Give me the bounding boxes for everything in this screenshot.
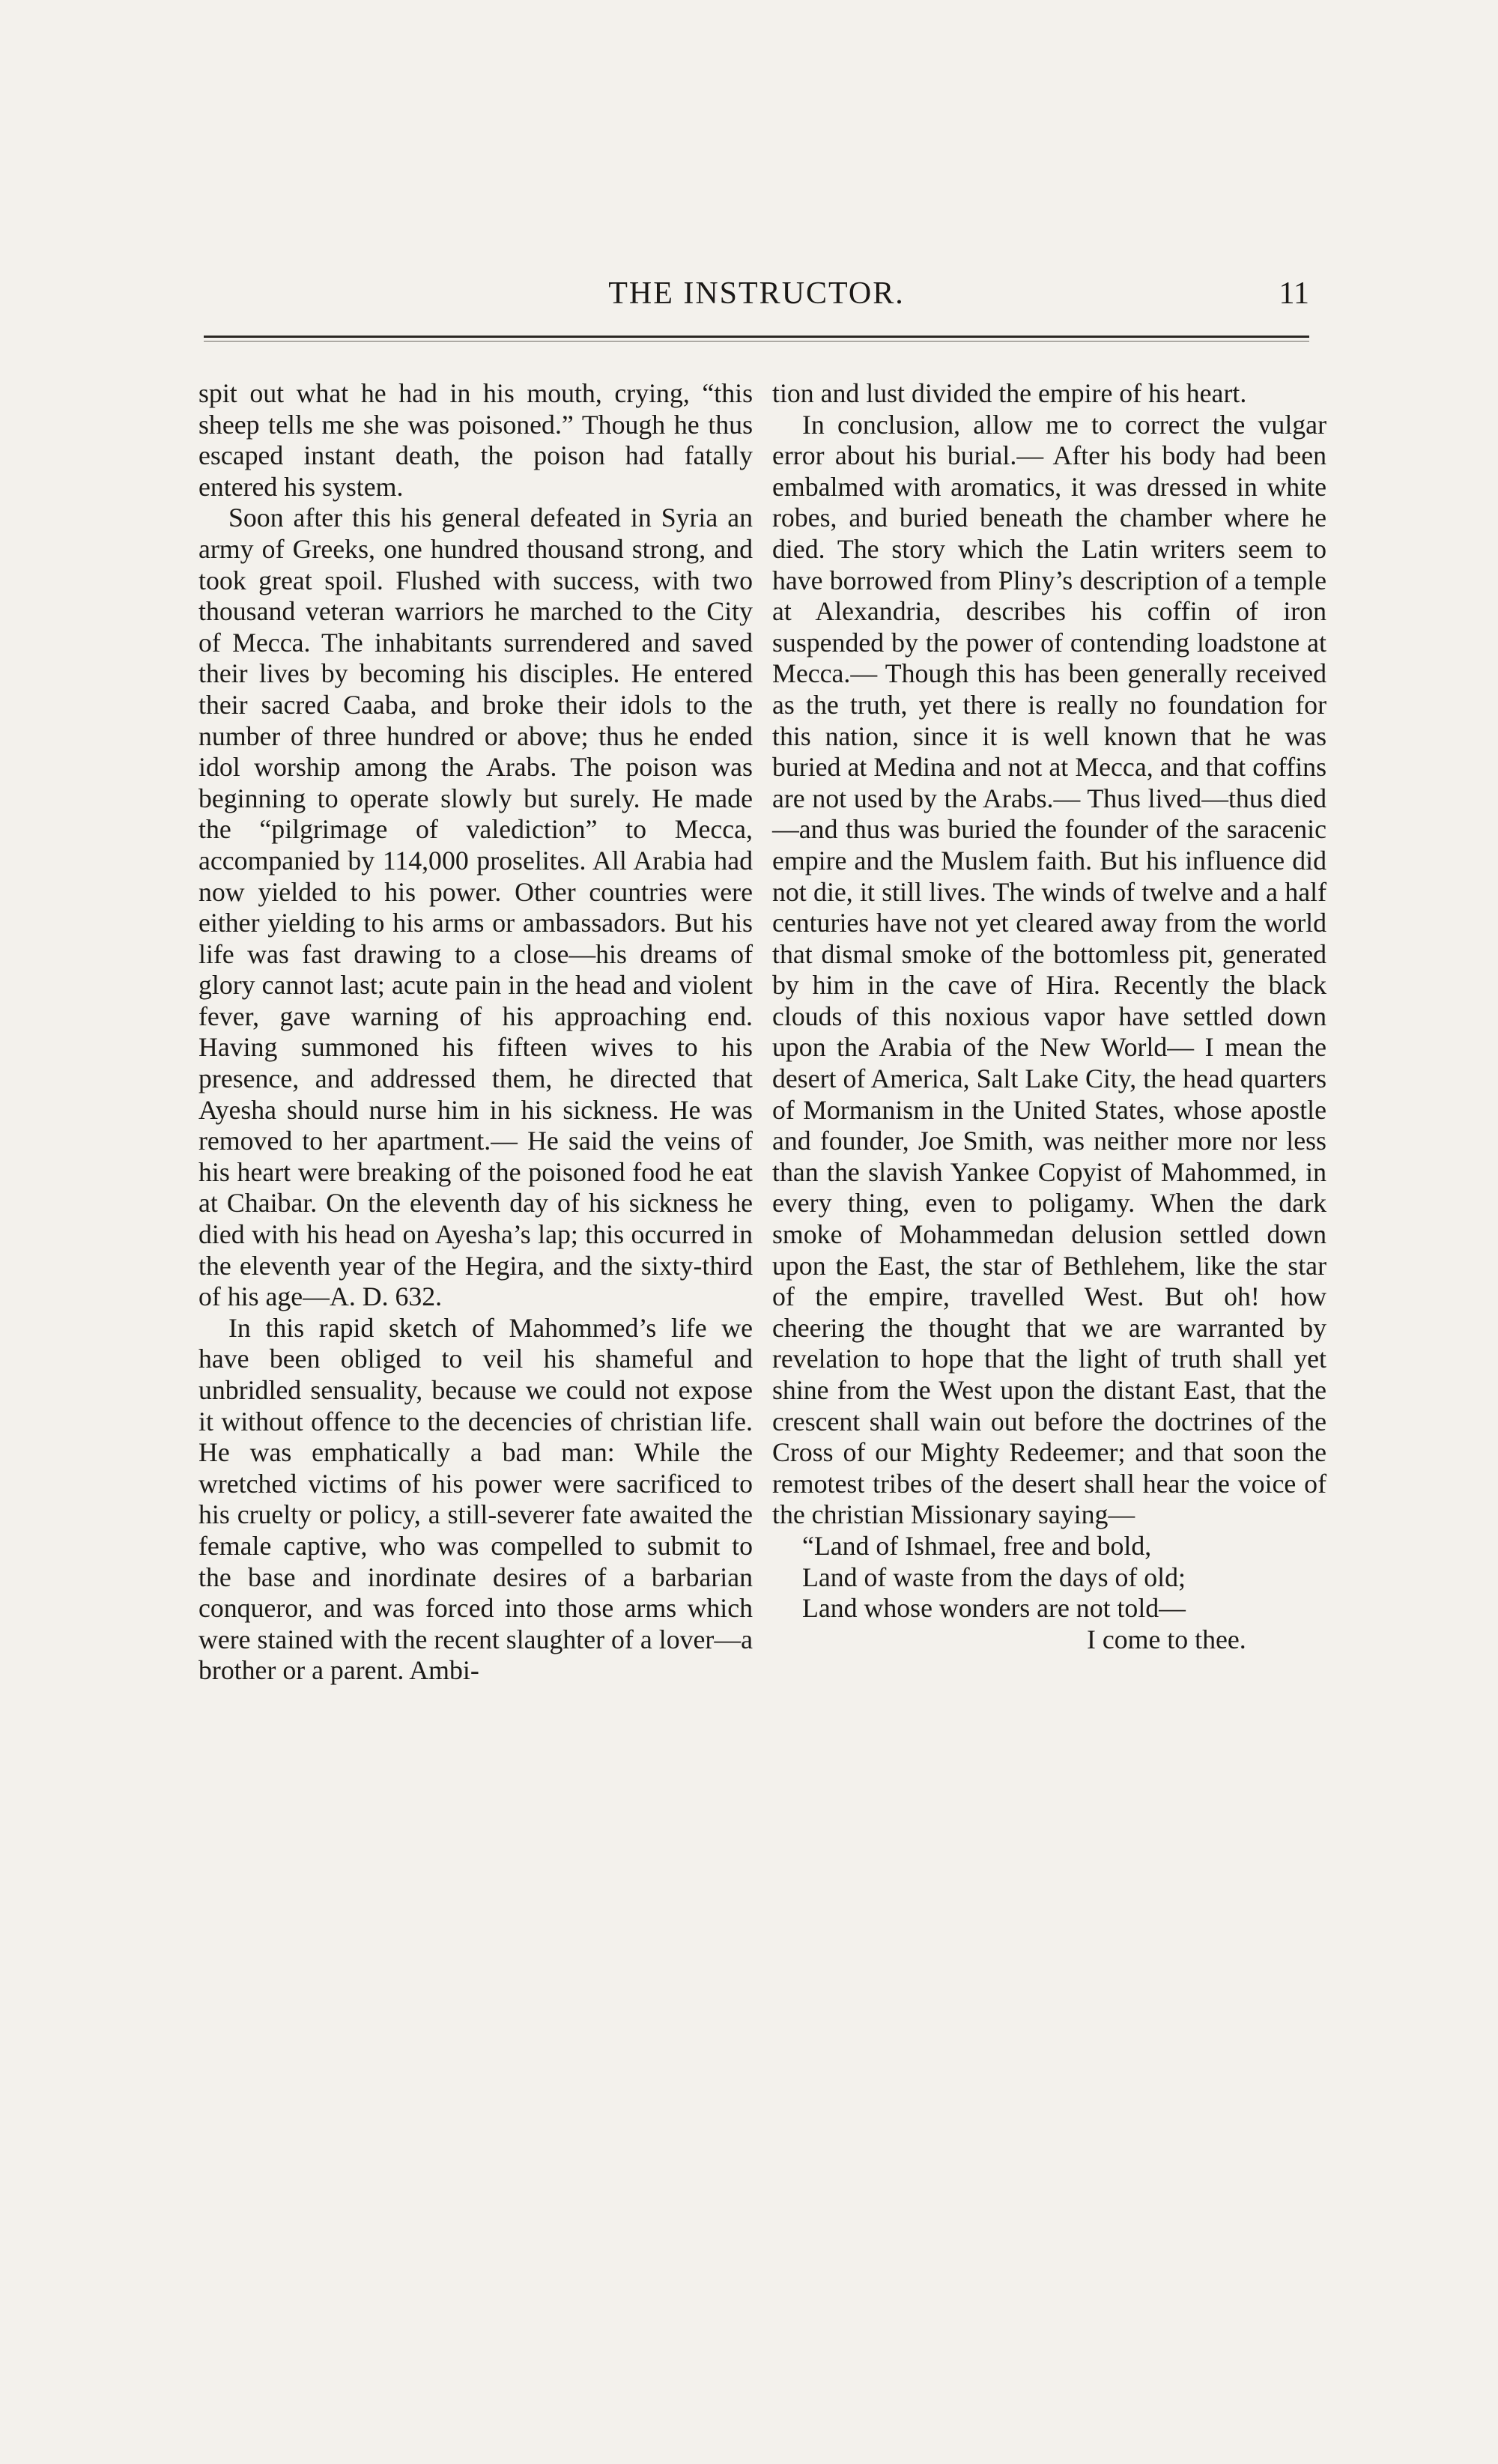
left-column <box>198 378 753 1687</box>
header-rule <box>204 336 1309 338</box>
verse-quote <box>772 1531 1326 1655</box>
running-title: THE INSTRUCTOR. <box>608 276 905 311</box>
page-number: 11 <box>1279 276 1309 311</box>
running-head <box>204 271 1309 316</box>
verse-line: Land of waste from the days of old; <box>802 1562 1186 1592</box>
paragraph: In this rapid sketch of Mahommed’s life we have been obliged to veil his shameful and unbridled sensuality, because we could not expose it without offence to the decencies of christian life. He was emphatically a bad man: While the wretched victims of his power were sacrificed to his cruelty or policy, a still-severer fate awaited the female captive, who was compelled to submit to the base and inordinate desires of a barbarian conqueror, and was forced into those arms which were stained with the recent slaughter of a lover—a brother or a parent. Ambi- <box>198 1312 753 1686</box>
paragraph: In conclusion, allow me to correct the vulgar error about his burial.— After his body had been embalmed with aromatics, it was dressed in white robes, and buried beneath the chamber where he died. The story which the Latin writers seem to have borrowed from Pliny’s description of a temple at Alexandria, describes his coffin of iron suspended by the power of contending loadstone at Mecca.— Though this has been generally received as the truth, yet there is really no foundation for this nation, since it is well known that he was buried at Medina and not at Mecca, and that coffins are not used by the Arabs.— Thus lived—thus died—and thus was buried the founder of the saracenic empire and the Muslem faith. But his influence did not die, it still lives. The winds of twelve and a half centuries have not yet cleared away from the world that dismal smoke of the bottomless pit, generated by him in the cave of Hira. Recently the black clouds of this noxious vapor have settled down upon the Arabia of the New World— I mean the desert of America, Salt Lake City, the head quarters of Mormanism in the United States, whose apostle and founder, Joe Smith, was neither more nor less than the slavish Yankee Copyist of Mahommed, in every thing, even to poligamy. When the dark smoke of Mohammedan delusion settled down upon the East, the star of Bethlehem, like the star of the empire, travelled West. But oh! how cheering the thought that we are warranted by revelation to hope that the light of truth shall yet shine from the West upon the distant East, that the crescent shall wain out before the doctrines of the Cross of our Mighty Redeemer; and that soon the remotest tribes of the desert shall hear the voice of the christian Missionary saying— <box>772 409 1326 1530</box>
paragraph: tion and lust divided the empire of his heart. <box>772 378 1247 408</box>
paragraph: spit out what he had in his mouth, crying, “this sheep tells me she was poisoned.” Though he thus escaped instant death, the poison had fatally entered his system. <box>198 378 753 502</box>
verse-line: “Land of Ishmael, free and bold, <box>802 1530 1152 1561</box>
paragraph: Soon after this his general defeated in Syria an army of Greeks, one hundred thousand strong, and took great spoil. Flushed with success, with two thousand veteran warriors he marched to the City of Mecca. The inhabitants surrendered and saved their lives by becoming his disciples. He entered their sacred Caaba, and broke their idols to the number of three hundred or above; thus he ended idol worship among the Arabs. The poison was beginning to operate slowly but surely. He made the “pilgrimage of valediction” to Mecca, accompanied by 114,000 proselites. All Arabia had now yielded to his power. Other countries were either yielding to his arms or ambassadors. But his life was fast drawing to a close—his dreams of glory cannot last; acute pain in the head and violent fever, gave warning of his approaching end. Having summoned his fifteen wives to his presence, and addressed them, he directed that Ayesha should nurse him in his sickness. He was removed to her apartment.— He said the veins of his heart were breaking of the poisoned food he eat at Chaibar. On the eleventh day of his sickness he died with his head on Ayesha’s lap; this occurred in the eleventh year of the Hegira, and the sixty-third of his age—A. D. 632. <box>198 503 753 1312</box>
header-rule-thin <box>204 341 1309 342</box>
verse-line: Land whose wonders are not told— <box>802 1593 1186 1624</box>
right-column <box>772 378 1326 1655</box>
verse-line: I come to thee. <box>1087 1624 1246 1654</box>
